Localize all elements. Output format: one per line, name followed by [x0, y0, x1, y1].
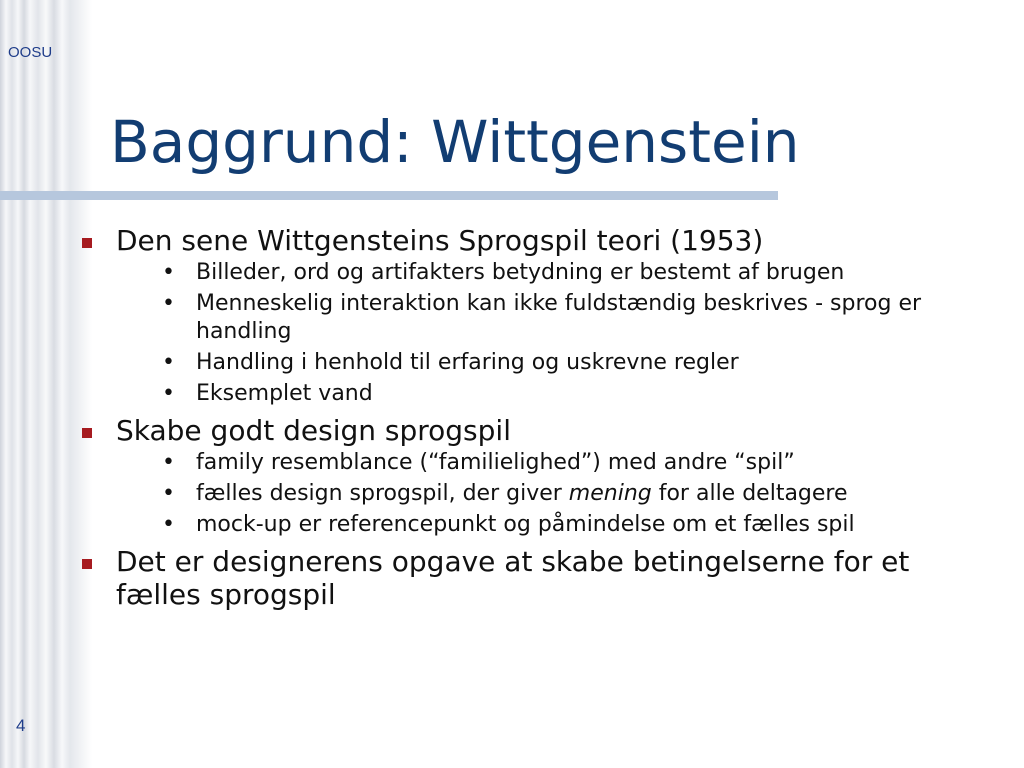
- sub-bullet-item: [116, 449, 990, 477]
- sub-bullet-text-after: for alle deltagere: [651, 481, 848, 506]
- sub-bullet-item: [116, 290, 990, 346]
- bullet-item-3: [80, 545, 990, 611]
- sub-bullet-text: [158, 480, 990, 508]
- dot-bullet-icon: •: [162, 450, 175, 475]
- sub-bullet-text: family resemblance (“familielighed”) med andre “spil”: [196, 450, 795, 475]
- bullet-text: Den sene Wittgensteins Sprogspil teori (1953): [116, 224, 764, 257]
- dot-bullet-icon: •: [162, 481, 175, 506]
- sub-bullet-text: Menneskelig interaktion kan ikke fuldstændig beskrives - sprog er handling: [196, 291, 922, 344]
- square-bullet-icon: [82, 238, 92, 248]
- square-bullet-icon: [82, 559, 92, 569]
- title-divider: [0, 191, 778, 200]
- sub-bullet-list: [116, 259, 990, 408]
- sub-bullet-text-before: fælles design sprogspil, der giver: [196, 481, 569, 506]
- bullet-text: Skabe godt design sprogspil: [116, 414, 511, 447]
- dot-bullet-icon: •: [162, 350, 175, 375]
- sub-bullet-text: Handling i henhold til erfaring og uskrevne regler: [196, 350, 739, 375]
- sub-bullet-item: [116, 349, 990, 377]
- dot-bullet-icon: •: [162, 260, 175, 285]
- bullet-text: Det er designerens opgave at skabe betingelserne for et fælles sprogspil: [116, 545, 910, 611]
- slide-title: Baggrund: Wittgenstein: [110, 108, 800, 176]
- dot-bullet-icon: •: [162, 381, 175, 406]
- dot-bullet-icon: •: [162, 291, 175, 316]
- sub-bullet-list: [116, 449, 990, 539]
- sub-bullet-item: [116, 259, 990, 287]
- sub-bullet-text: Eksemplet vand: [196, 381, 373, 406]
- bullet-item-2: [80, 414, 990, 539]
- sub-bullet-text: mock-up er referencepunkt og påmindelse om et fælles spil: [196, 512, 855, 537]
- bullet-list: [80, 224, 990, 611]
- slide-number: 4: [16, 716, 26, 735]
- corner-label: OOSU: [8, 44, 53, 61]
- sub-bullet-item: [116, 511, 990, 539]
- sub-bullet-item: [116, 380, 990, 408]
- dot-bullet-icon: •: [162, 512, 175, 537]
- emphasized-word: mening: [568, 481, 652, 506]
- square-bullet-icon: [82, 428, 92, 438]
- sub-bullet-item: [116, 480, 990, 508]
- sub-bullet-text: Billeder, ord og artifakters betydning er bestemt af brugen: [196, 260, 845, 285]
- bullet-item-1: [80, 224, 990, 408]
